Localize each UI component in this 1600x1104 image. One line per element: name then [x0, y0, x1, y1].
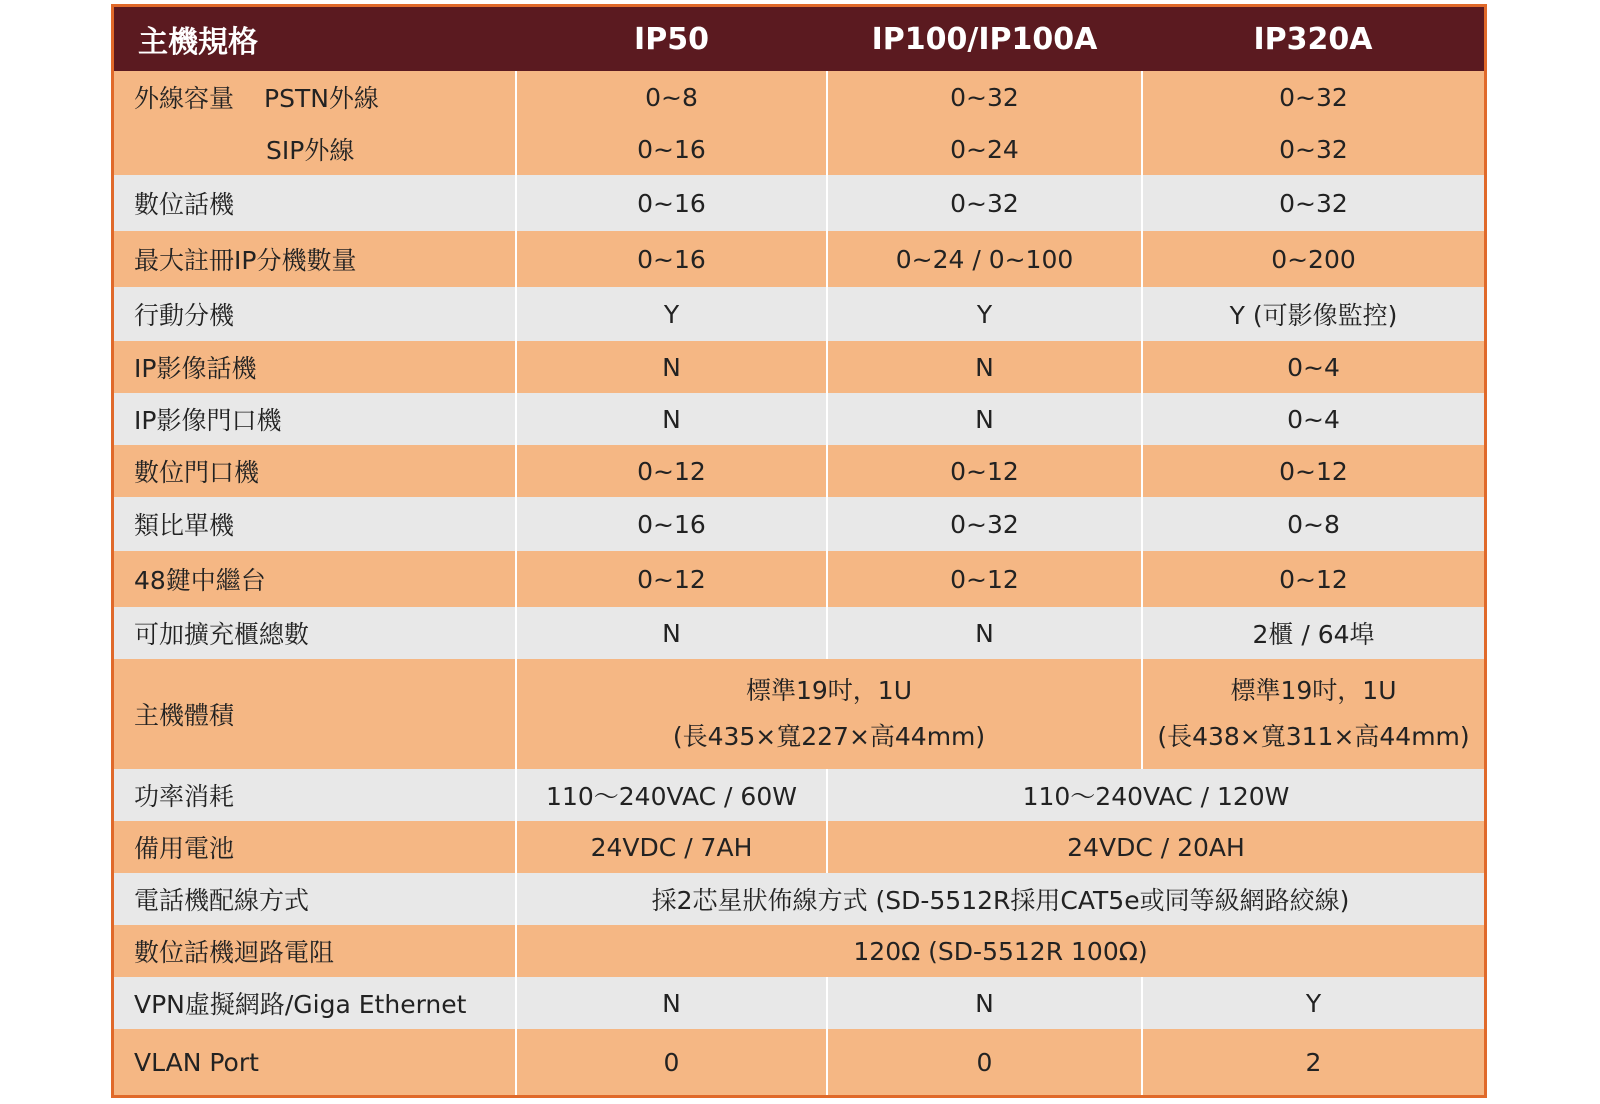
cell: 0~32: [827, 175, 1142, 231]
table-row: [114, 607, 1484, 659]
cell: 0~12: [516, 551, 827, 607]
table-row: [114, 341, 1484, 393]
row-label: 48鍵中繼台: [114, 551, 516, 607]
cell: 0~32: [1142, 71, 1484, 123]
row-label: 備用電池: [114, 821, 516, 873]
cell: N: [827, 341, 1142, 393]
table-row: [114, 71, 1484, 123]
row-label-main: 外線容量: [134, 84, 235, 113]
row-label: IP影像門口機: [114, 393, 516, 445]
table-row: [114, 659, 1484, 769]
row-label: 數位話機迴路電阻: [114, 925, 516, 977]
cell: 0: [516, 1029, 827, 1095]
row-label: [114, 71, 516, 123]
size-line: (長435×寬227×高44mm): [672, 722, 986, 751]
cell: N: [827, 607, 1142, 659]
cell: 0~12: [516, 445, 827, 497]
cell: 0~4: [1142, 393, 1484, 445]
table-row: [114, 287, 1484, 341]
table-row: [114, 821, 1484, 873]
size-line: 標準19吋，1U: [745, 676, 913, 705]
row-label: 最大註冊IP分機數量: [114, 231, 516, 287]
table-row: [114, 925, 1484, 977]
header-ip100: IP100/IP100A: [827, 7, 1142, 71]
row-label: 行動分機: [114, 287, 516, 341]
cell: N: [516, 341, 827, 393]
spec-table: [114, 7, 1484, 1095]
cell-merged: 120Ω (SD-5512R 100Ω): [516, 925, 1484, 977]
table-row: [114, 1029, 1484, 1095]
cell: N: [827, 393, 1142, 445]
table-row: [114, 445, 1484, 497]
row-label: IP影像話機: [114, 341, 516, 393]
cell: N: [827, 977, 1142, 1029]
cell: Y: [516, 287, 827, 341]
row-label: 主機體積: [114, 659, 516, 769]
cell: Y: [827, 287, 1142, 341]
cell: N: [516, 977, 827, 1029]
cell: 0~16: [516, 123, 827, 175]
table-row: [114, 393, 1484, 445]
row-label: [114, 123, 516, 175]
header-ip320a: IP320A: [1142, 7, 1484, 71]
cell: 2: [1142, 1029, 1484, 1095]
cell: N: [516, 607, 827, 659]
header-row: [114, 7, 1484, 71]
cell: 0~24 / 0~100: [827, 231, 1142, 287]
row-label: 可加擴充櫃總數: [114, 607, 516, 659]
cell: 2櫃 / 64埠: [1142, 607, 1484, 659]
row-label: 類比單機: [114, 497, 516, 551]
cell: 0~8: [1142, 497, 1484, 551]
row-label: 電話機配線方式: [114, 873, 516, 925]
table-row: [114, 175, 1484, 231]
cell: 0~12: [1142, 445, 1484, 497]
row-label: 數位門口機: [114, 445, 516, 497]
cell: [1142, 659, 1484, 769]
cell: 0~24: [827, 123, 1142, 175]
cell: 24VDC / 7AH: [516, 821, 827, 873]
cell: 0~32: [827, 497, 1142, 551]
cell: 0~12: [827, 551, 1142, 607]
row-label: 功率消耗: [114, 769, 516, 821]
cell: 0~200: [1142, 231, 1484, 287]
table-row: [114, 231, 1484, 287]
row-label: VLAN Port: [114, 1029, 516, 1095]
cell: 0~32: [827, 71, 1142, 123]
cell: 0~16: [516, 175, 827, 231]
cell-merged: 24VDC / 20AH: [827, 821, 1484, 873]
size-line: (長438×寬311×高44mm): [1157, 722, 1470, 751]
cell: 0: [827, 1029, 1142, 1095]
cell: N: [516, 393, 827, 445]
cell-merged: 採2芯星狀佈線方式 (SD-5512R採用CAT5e或同等級網路絞線): [516, 873, 1484, 925]
cell: Y (可影像監控): [1142, 287, 1484, 341]
cell: 0~16: [516, 231, 827, 287]
row-label: 數位話機: [114, 175, 516, 231]
cell: 110～240VAC / 60W: [516, 769, 827, 821]
cell: Y: [1142, 977, 1484, 1029]
row-sublabel: PSTN外線: [264, 84, 379, 113]
cell: 0~12: [827, 445, 1142, 497]
spec-table-frame: [111, 4, 1487, 1098]
cell-merged: [516, 659, 1142, 769]
cell: 0~12: [1142, 551, 1484, 607]
cell: 0~32: [1142, 175, 1484, 231]
size-line: 標準19吋，1U: [1230, 676, 1397, 705]
cell: 0~8: [516, 71, 827, 123]
table-row: [114, 873, 1484, 925]
cell: 0~32: [1142, 123, 1484, 175]
header-spec: 主機規格: [114, 7, 516, 71]
table-row: [114, 769, 1484, 821]
table-row: [114, 551, 1484, 607]
cell: 0~4: [1142, 341, 1484, 393]
cell-merged: 110～240VAC / 120W: [827, 769, 1484, 821]
table-row: [114, 977, 1484, 1029]
cell: 0~16: [516, 497, 827, 551]
row-label: VPN虛擬網路/Giga Ethernet: [114, 977, 516, 1029]
header-ip50: IP50: [516, 7, 827, 71]
table-row: [114, 497, 1484, 551]
table-row: [114, 123, 1484, 175]
row-sublabel: SIP外線: [266, 136, 355, 165]
